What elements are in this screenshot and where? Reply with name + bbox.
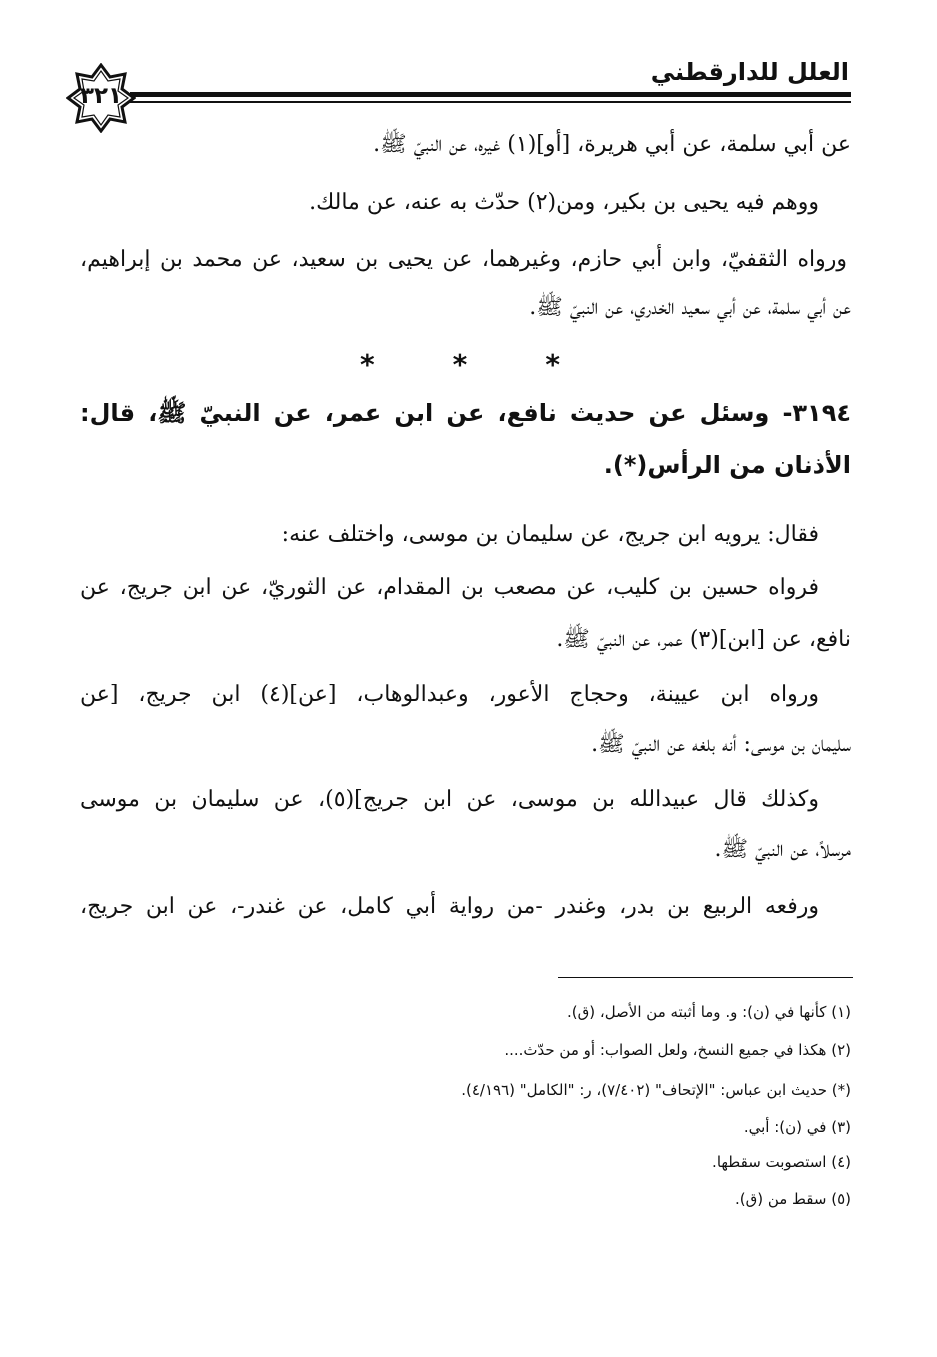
answer-line-5: سليمان بن موسى: أنه بلغه عن النبيّ ﷺ. bbox=[591, 732, 851, 757]
footnote-separator bbox=[558, 977, 853, 978]
page-number: ٣٢١ bbox=[79, 83, 123, 109]
separator-star: * bbox=[545, 348, 560, 381]
text-line-2: ووهم فيه يحيى بن بكير، ومن(٢) حدّث به عنه، عن مالك. bbox=[309, 190, 819, 215]
section-separator bbox=[360, 348, 560, 381]
question-heading-line-1: ٣١٩٤- وسئل عن حديث نافع، عن ابن عمر، عن النبيّ ﷺ، قال: bbox=[80, 399, 851, 427]
footnote-5: (٥) سقط من (ق). bbox=[734, 1190, 851, 1208]
page-number-badge bbox=[66, 63, 136, 133]
footnote-star: (*) حديث ابن عباس: "الإتحاف" (٧/٤٠٢)، ر: "الكامل" (٤/١٩٦). bbox=[461, 1081, 851, 1099]
footnote-1: (١) كأنها في (ن): و. وما أثبته من الأصل، (ق). bbox=[566, 1003, 851, 1021]
footnote-4: (٤) استصوبت سقطها. bbox=[712, 1153, 851, 1171]
book-title: العلل للدارقطني bbox=[650, 58, 849, 86]
question-heading-line-2: الأذنان من الرأس(*). bbox=[603, 451, 851, 479]
answer-line-2: فرواه حسين بن كليب، عن مصعب بن المقدام، عن الثوريّ، عن ابن جريج، عن bbox=[80, 575, 819, 600]
answer-line-3: نافع، عن [ابن](٣) عمر، عن النبيّ ﷺ. bbox=[556, 627, 851, 652]
answer-line-7: مرسلاً، عن النبيّ ﷺ. bbox=[714, 837, 851, 862]
answer-line-1: فقال: يرويه ابن جريج، عن سليمان بن موسى، واختلف عنه: bbox=[281, 522, 819, 547]
footnote-2: (٢) هكذا في جميع النسخ، ولعل الصواب: أو من حدّث.... bbox=[504, 1041, 851, 1059]
text-line-1: عن أبي سلمة، عن أبي هريرة، [أو](١) غيره، عن النبيّ ﷺ. bbox=[373, 132, 851, 157]
separator-star: * bbox=[360, 348, 375, 381]
header-rule-thin bbox=[130, 101, 851, 103]
answer-line-8: ورفعه الربيع بن بدر، وغندر -من رواية أبي كامل، عن غندر-، عن ابن جريج، bbox=[80, 894, 819, 919]
text-line-3: ورواه الثقفيّ، وابن أبي حازم، وغيرهما، عن يحيى بن سعيد، عن محمد بن إبراهيم، bbox=[80, 247, 847, 272]
answer-line-6: وكذلك قال عبيدالله بن موسى، عن ابن جريج](٥)، عن سليمان بن موسى bbox=[80, 787, 819, 812]
answer-line-4: ورواه ابن عيينة، وحجاج الأعور، وعبدالوهاب، [عن](٤) ابن جريج، [عن bbox=[80, 682, 819, 707]
text-line-4: عن أبي سلمة، عن أبي سعيد الخدري، عن النبيّ ﷺ. bbox=[529, 295, 851, 320]
header-rule-thick bbox=[130, 92, 851, 97]
footnote-3: (٣) في (ن): أبي. bbox=[743, 1118, 851, 1136]
separator-star: * bbox=[452, 348, 468, 381]
